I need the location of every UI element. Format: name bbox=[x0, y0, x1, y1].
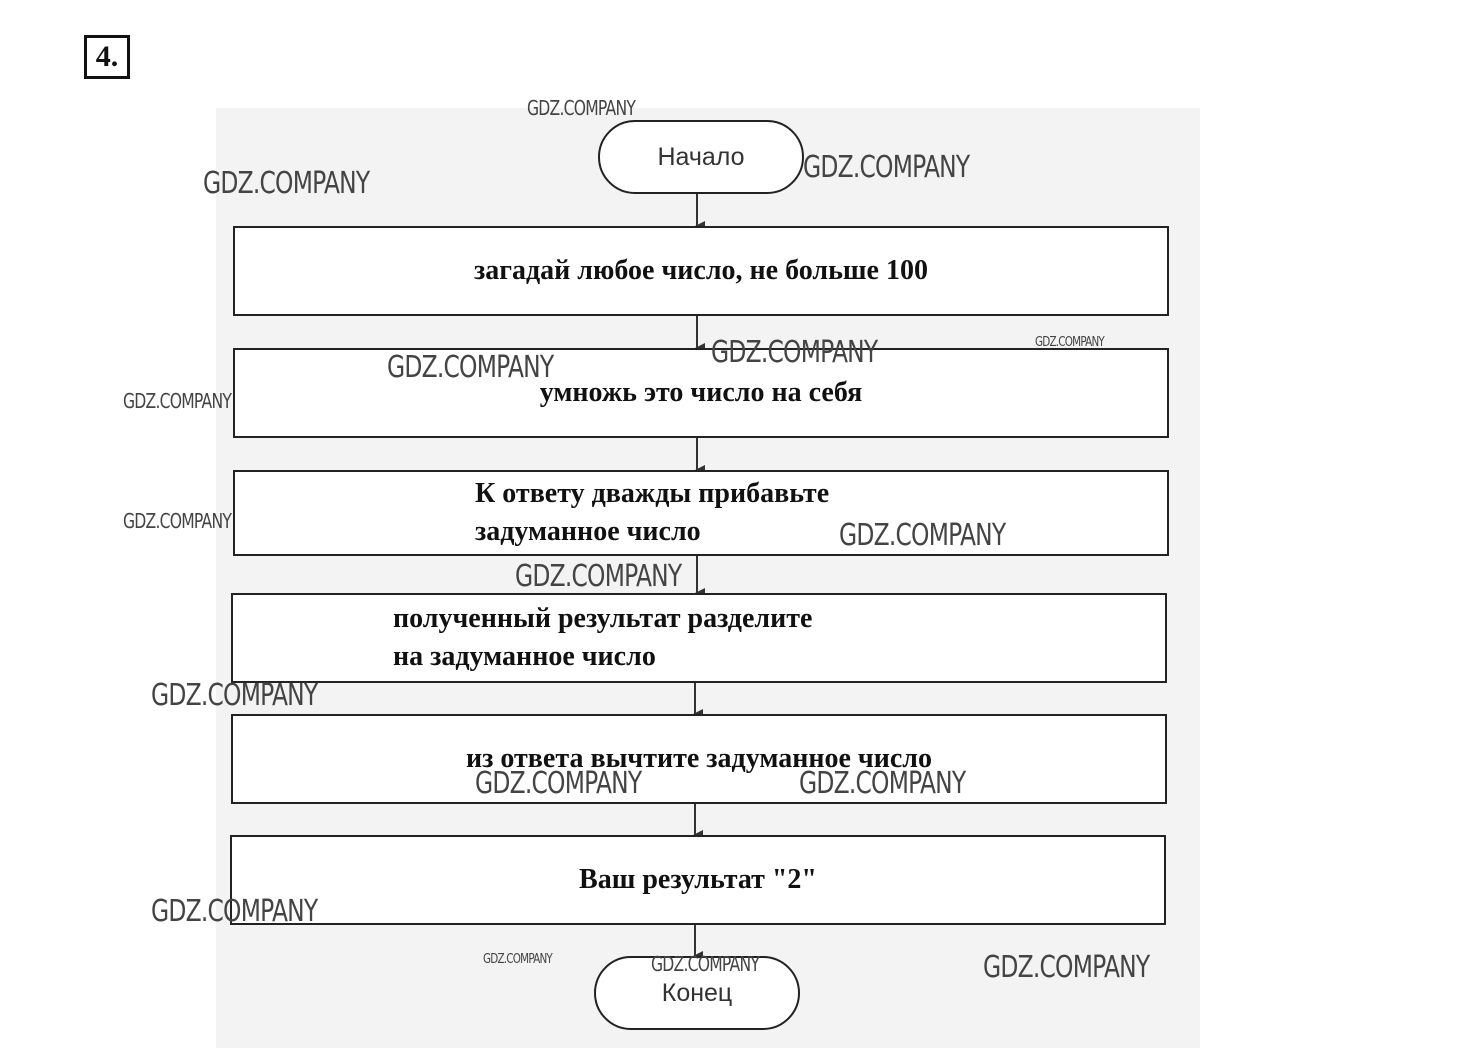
watermark: GDZ.COMPANY bbox=[515, 559, 682, 594]
step-3-text: К ответу дважды прибавьте задуманное число bbox=[475, 478, 830, 547]
step-4-box bbox=[231, 593, 1167, 683]
step-1-text: загадай любое число, не больше 100 bbox=[474, 255, 928, 286]
watermark: GDZ.COMPANY bbox=[123, 389, 232, 413]
watermark: GDZ.COMPANY bbox=[527, 96, 636, 120]
step-2-text: умножь это число на себя bbox=[539, 377, 863, 408]
watermark: GDZ.COMPANY bbox=[839, 518, 1006, 553]
step-1-box bbox=[233, 226, 1169, 316]
watermark: GDZ.COMPANY bbox=[799, 766, 966, 801]
watermark: GDZ.COMPANY bbox=[651, 952, 760, 976]
step-6-box bbox=[230, 835, 1166, 925]
end-label: Конец bbox=[661, 978, 733, 1007]
start-label: Начало bbox=[657, 142, 745, 171]
watermark: GDZ.COMPANY bbox=[483, 952, 552, 967]
task-number: 4. bbox=[84, 35, 130, 79]
watermark: GDZ.COMPANY bbox=[803, 150, 970, 185]
start-terminal bbox=[598, 120, 804, 194]
watermark: GDZ.COMPANY bbox=[983, 950, 1150, 985]
step-5-box bbox=[231, 714, 1167, 804]
step-6-text: Ваш результат "2" bbox=[579, 864, 817, 895]
step-4-text: полученный результат разделите на задуманное число bbox=[393, 603, 813, 672]
watermark: GDZ.COMPANY bbox=[203, 166, 370, 201]
step-3-box bbox=[233, 470, 1169, 556]
watermark: GDZ.COMPANY bbox=[151, 894, 318, 929]
watermark: GDZ.COMPANY bbox=[711, 335, 878, 370]
watermark: GDZ.COMPANY bbox=[387, 350, 554, 385]
watermark: GDZ.COMPANY bbox=[123, 509, 232, 533]
step-5-text: из ответа вычтите задуманное число bbox=[466, 743, 932, 774]
watermark: GDZ.COMPANY bbox=[151, 678, 318, 713]
watermark: GDZ.COMPANY bbox=[475, 766, 642, 801]
watermark: GDZ.COMPANY bbox=[1035, 335, 1104, 350]
step-2-box bbox=[233, 348, 1169, 438]
